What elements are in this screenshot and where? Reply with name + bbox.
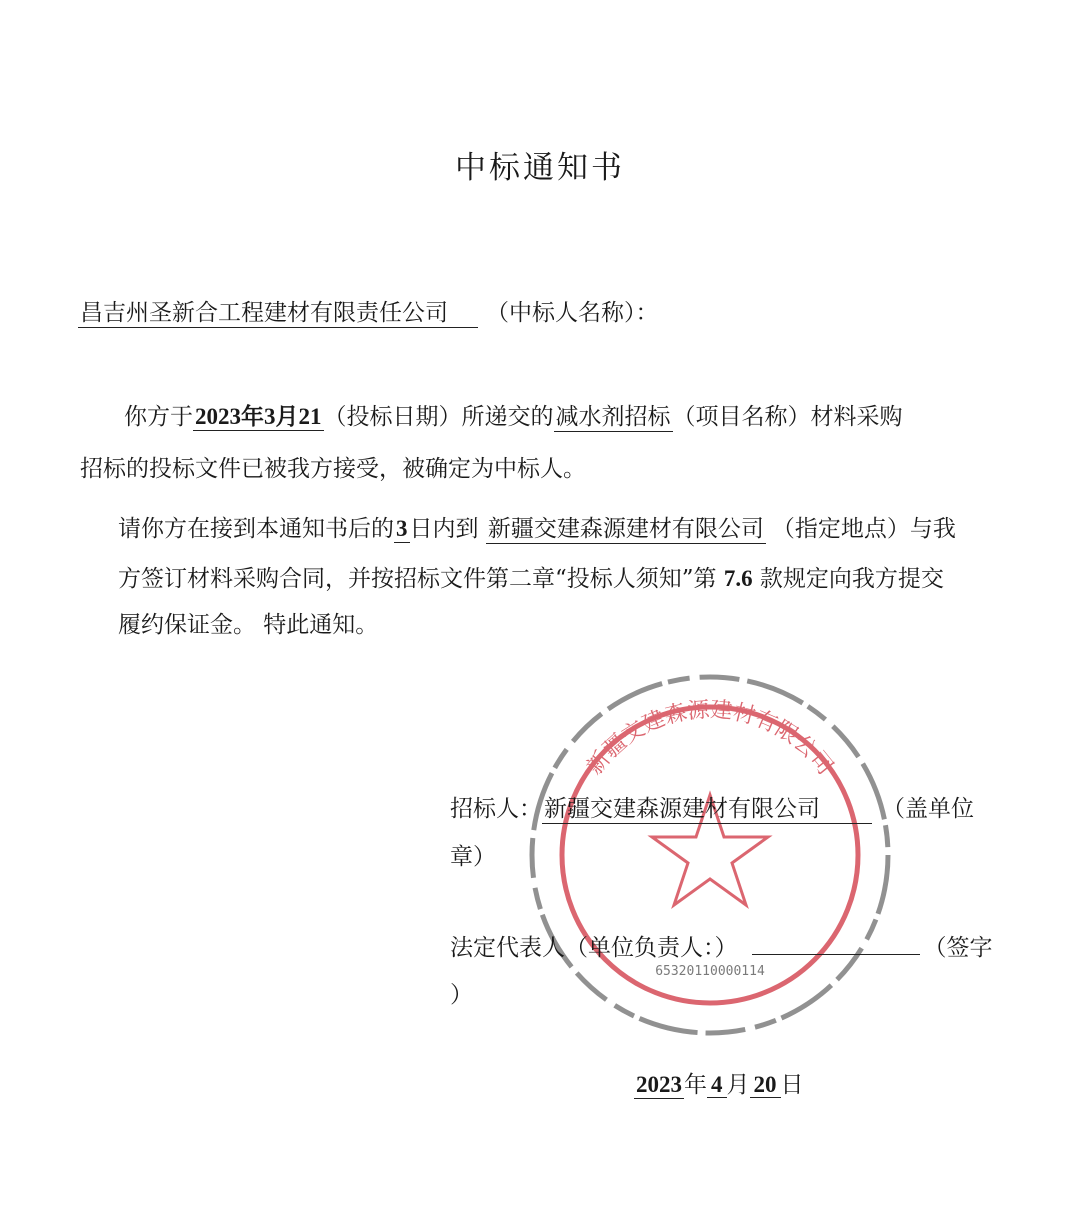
- para2-line3: 履约保证金。 特此通知。: [118, 612, 379, 638]
- para1-line2: 招标的投标文件已被我方接受，被确定为中标人。: [80, 456, 586, 482]
- seal-number: 65320110000114: [655, 964, 765, 979]
- para2-line2-a: 方签订材料采购合同，并按招标文件第二章“投标人须知”第: [118, 566, 717, 592]
- seal-outer-ring: [532, 677, 888, 1033]
- seal-text-path: 新疆交建森源建材有限公司: [582, 697, 838, 780]
- signature-line: [752, 932, 920, 955]
- bid-date: 2023年3月21: [195, 404, 322, 429]
- para2-line2-b: 款规定向我方提交: [759, 566, 944, 592]
- project-name: 减水剂招标: [555, 404, 671, 430]
- year-char: 年: [684, 1072, 707, 1098]
- seal-note: （盖单位: [882, 796, 974, 822]
- sign-note-cont: ）: [450, 982, 473, 1008]
- official-seal-stamp: [510, 655, 910, 1055]
- days-count: 3: [396, 516, 408, 541]
- legal-rep-line: [450, 932, 993, 963]
- issue-year: 2023: [636, 1072, 682, 1097]
- issue-date: [634, 1070, 804, 1100]
- seal-note-cont: 章）: [450, 844, 496, 870]
- document-title: 中标通知书: [455, 150, 625, 186]
- addressee-company: 昌吉州圣新合工程建材有限责任公司: [78, 300, 478, 328]
- clause-number: 7.6: [723, 566, 753, 591]
- bid-date-note: （投标日期）: [323, 404, 462, 430]
- days-suffix: 日内到: [409, 516, 479, 542]
- para1-line1: [124, 402, 903, 432]
- sign-note: （签字: [923, 935, 993, 961]
- addressee-line: [78, 298, 659, 328]
- addressee-suffix: （中标人名称）：: [486, 300, 659, 326]
- para2-line1: [118, 514, 956, 544]
- issue-day: 20: [750, 1072, 781, 1098]
- para1-prefix: 你方于: [124, 404, 193, 430]
- seal-text: [583, 698, 838, 780]
- issue-month: 4: [707, 1072, 727, 1098]
- para1-mid: 所递交的: [461, 404, 554, 430]
- tenderer-label: 招标人：: [450, 796, 542, 822]
- tenderer-line: [450, 794, 974, 824]
- designated-place: 新疆交建森源建材有限公司: [487, 516, 764, 542]
- day-char: 日: [780, 1072, 804, 1098]
- month-char: 月: [726, 1072, 750, 1098]
- para2-line2: [118, 564, 944, 594]
- place-note: （指定地点）与我: [771, 516, 956, 542]
- tenderer-name: 新疆交建森源建材有限公司: [542, 796, 872, 824]
- project-note: （项目名称）材料采购: [672, 404, 903, 430]
- legal-rep-label: 法定代表人（单位负责人：）: [450, 935, 738, 961]
- para2-prefix: 请你方在接到本通知书后的: [118, 516, 394, 542]
